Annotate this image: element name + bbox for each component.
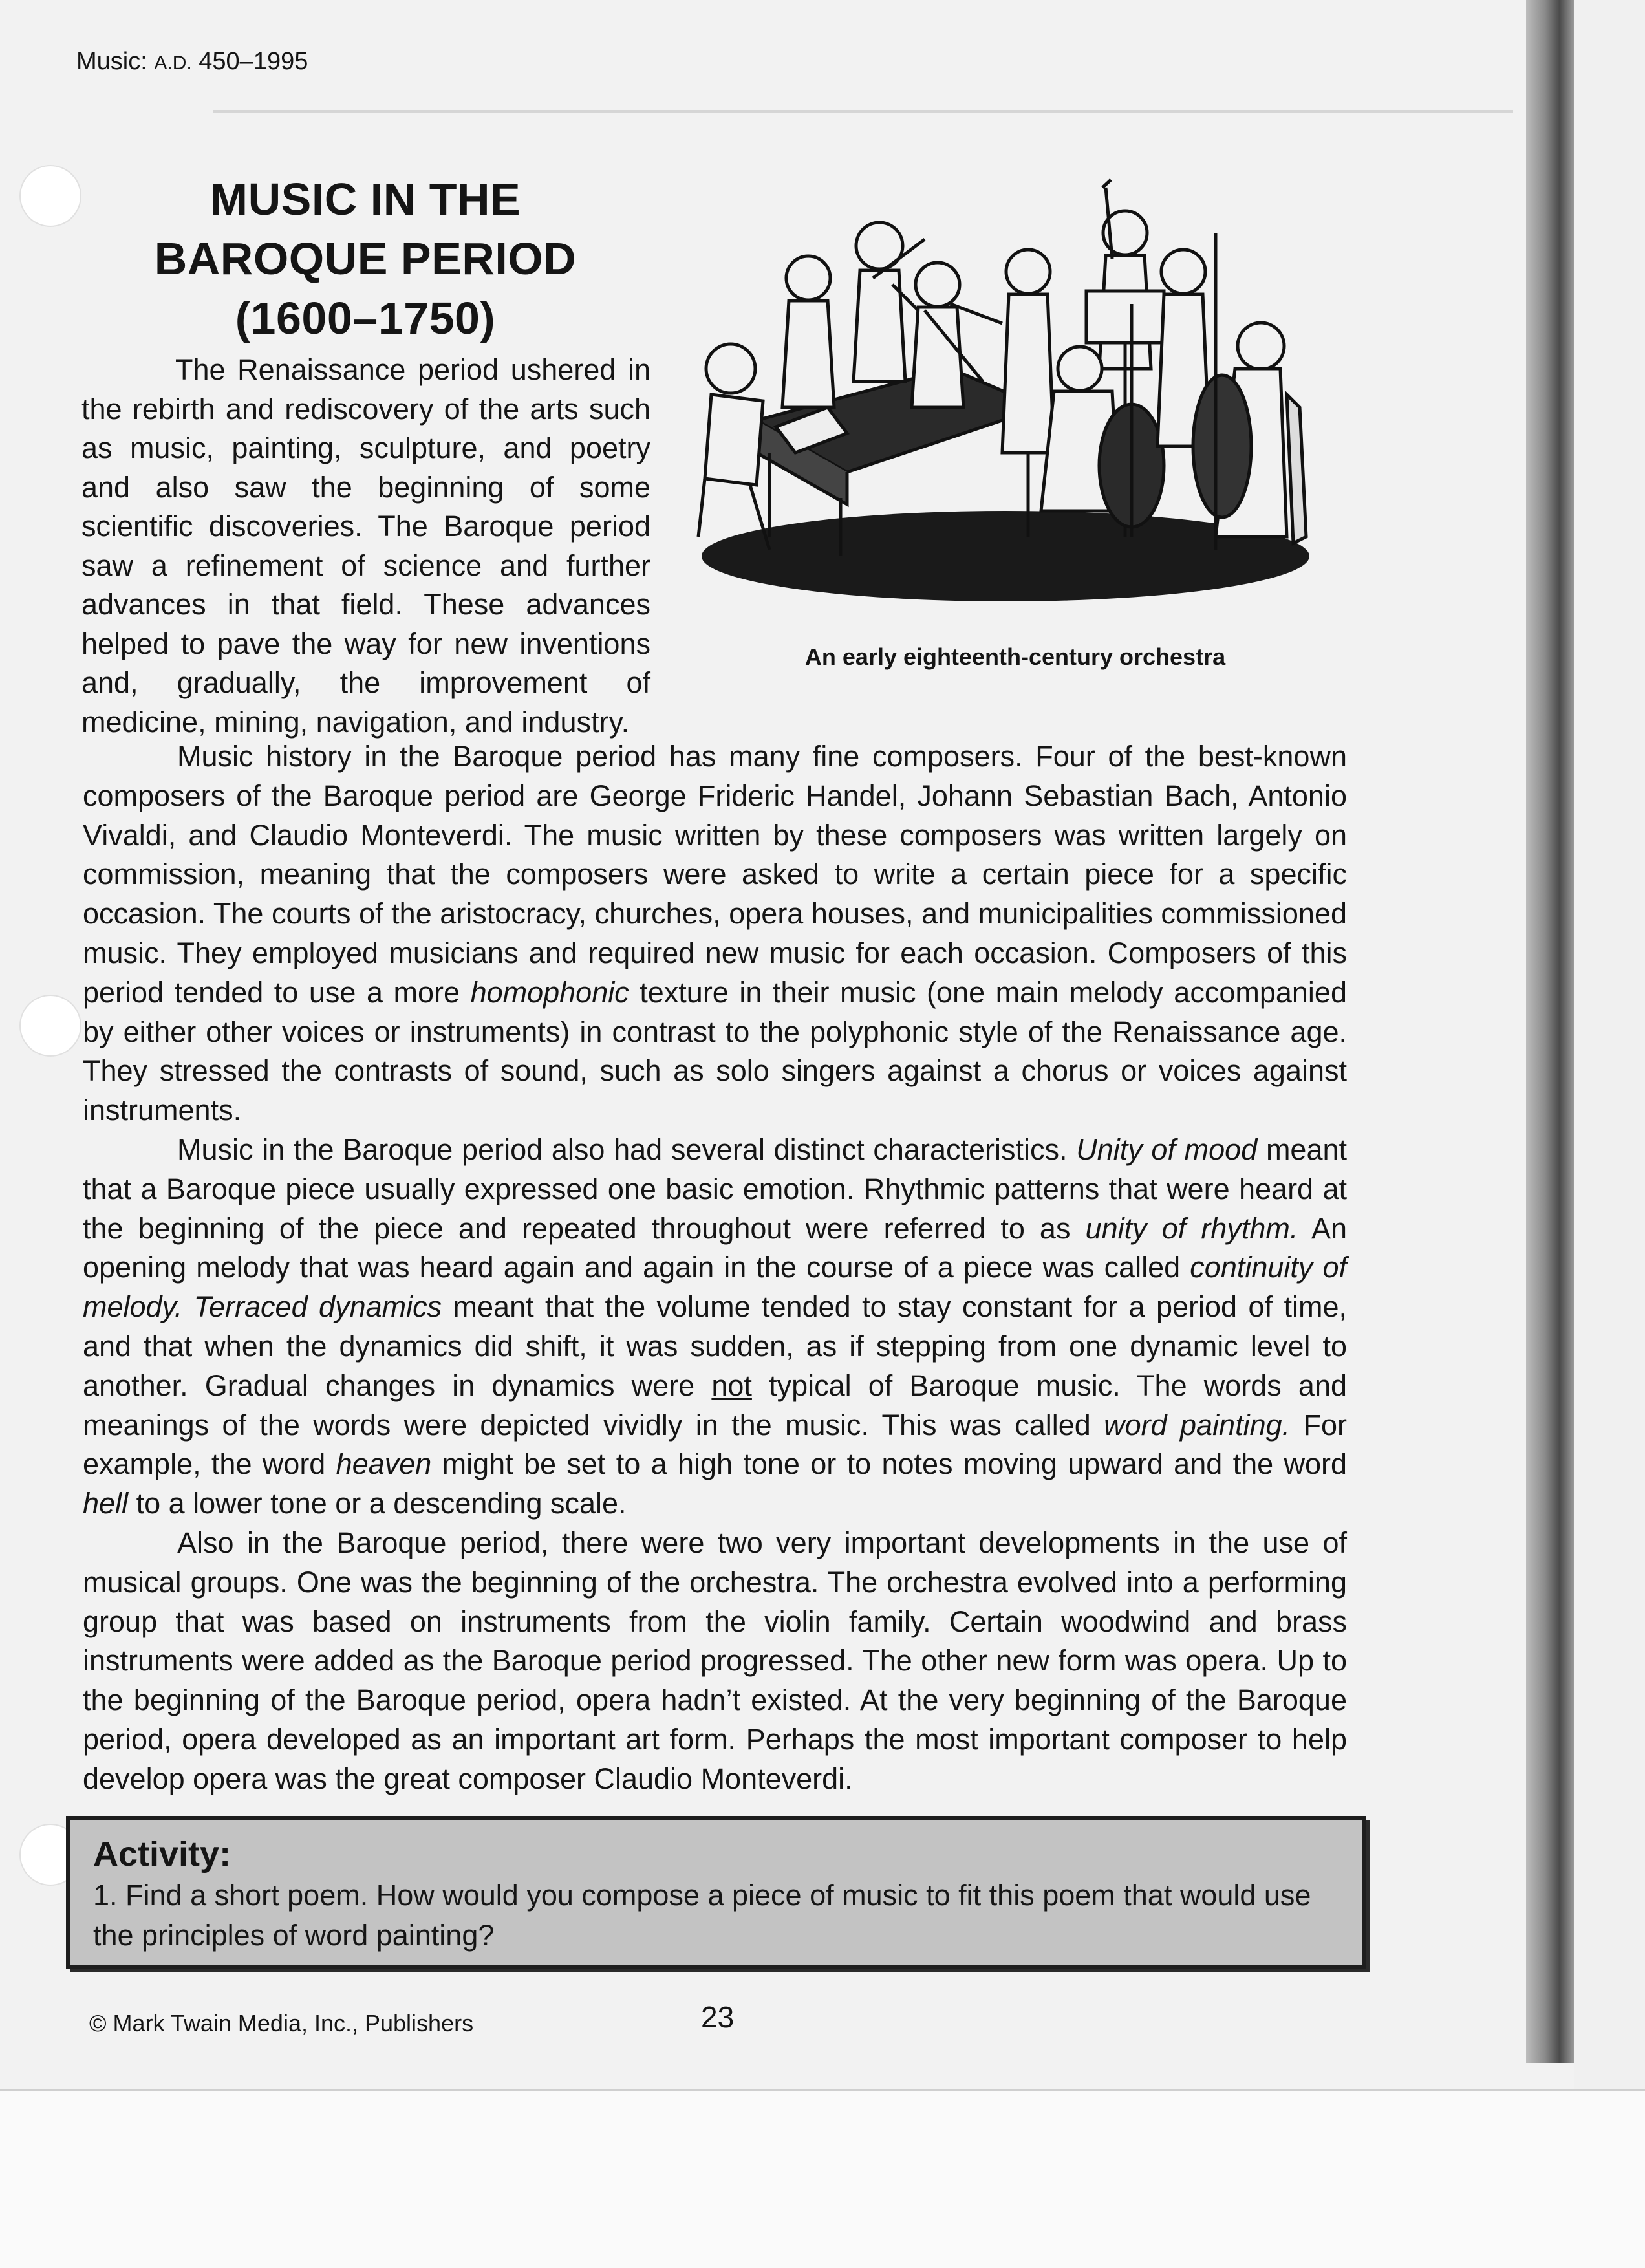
activity-item: 1. Find a short poem. How would you compose a piece of music to fit this poem that would use the principles of word painting? xyxy=(93,1879,1311,1952)
binder-hole-top xyxy=(19,165,81,227)
activity-box xyxy=(66,1816,1366,1969)
page-title: MUSIC IN THE BAROQUE PERIOD (1600–1750) xyxy=(154,174,577,343)
intro-paragraph: The Renaissance period ushered in the rebirth and rediscovery of the arts such as music, painting, sculpture, and poetry and also saw the beginning of some scientific discoveries. The Baroque period saw a refinement of science and further advances in that field. These advances helped to pave the way for new inventions and, gradually, the improvement of medicine, mining, navigation, and industry. xyxy=(81,353,650,739)
adjacent-page-edge xyxy=(1574,0,1645,2089)
publisher-credit: © Mark Twain Media, Inc., Publishers xyxy=(89,2010,474,2036)
paragraph-musical-groups: Also in the Baroque period, there were two very important developments in the use of musical groups. One was the beginning of the orchestra. The orchestra evolved into a performing group that was based on instruments from the violin family. Certain woodwind and brass instruments were added as the Baroque period progressed. The other new form was opera. Up to the beginning of the Baroque period, opera hadn’t existed. At the very beginning of the Baroque period, opera developed as an important art form. Perhaps the most important composer to help develop opera was the great composer Claudio Monteverdi. xyxy=(83,1526,1347,1795)
figure-caption: An early eighteenth-century orchestra xyxy=(804,643,1226,670)
page-header: Music: A.D. 450–1995 xyxy=(76,48,308,75)
orchestra-illustration xyxy=(679,175,1332,614)
binding-shadow xyxy=(1526,0,1574,2063)
paragraph-characteristics: Music in the Baroque period also had several distinct characteristics. Unity of mood meant that a Baroque piece usually expressed one basic emotion. Rhythmic patterns that were heard at the beginning of the piece and repeated throughout were referred to as unity of rhythm. An opening melody that was heard again and again in the course of a piece was called continuity of melody. Terraced dynamics meant that the volume tended to stay constant for a period of time, and that when the dynamics did shift, it was sudden, as if stepping from one dynamic level to another. Gradual changes in dynamics were not typical of Baroque music. The words and meanings of the words were depicted vividly in the music. This was called word painting. For example, the word heaven might be set to a high tone or to notes moving upward and the word hell to a lower tone or a descending scale. xyxy=(83,1132,1348,1520)
article-body xyxy=(83,737,1347,1799)
binder-hole-middle xyxy=(19,995,81,1057)
activity-title: Activity: xyxy=(93,1835,231,1874)
paragraph-composers: Music history in the Baroque period has many fine composers. Four of the best-known composers of the Baroque period are George Frideric Handel, Johann Sebastian Bach, Antonio Vivaldi, and Claudio Monteverdi. The music written by these composers was written largely on commission, meaning that the composers were asked to write a certain piece for a specific occasion. The courts of the aristocracy, churches, opera houses, and municipalities commissioned music. They employed musicians and required new music for each occasion. Composers of this period tended to use a more homophonic texture in their music (one main melody accompanied by either other voices or instruments) in contrast to the polyphonic style of the Renaissance age. They stressed the contrasts of sound, such as solo singers against a chorus or voices against instruments. xyxy=(83,740,1347,1127)
page-number: 23 xyxy=(701,2000,735,2034)
bleed-through-line xyxy=(213,110,1513,113)
scanner-bed-margin xyxy=(0,2089,1645,2268)
